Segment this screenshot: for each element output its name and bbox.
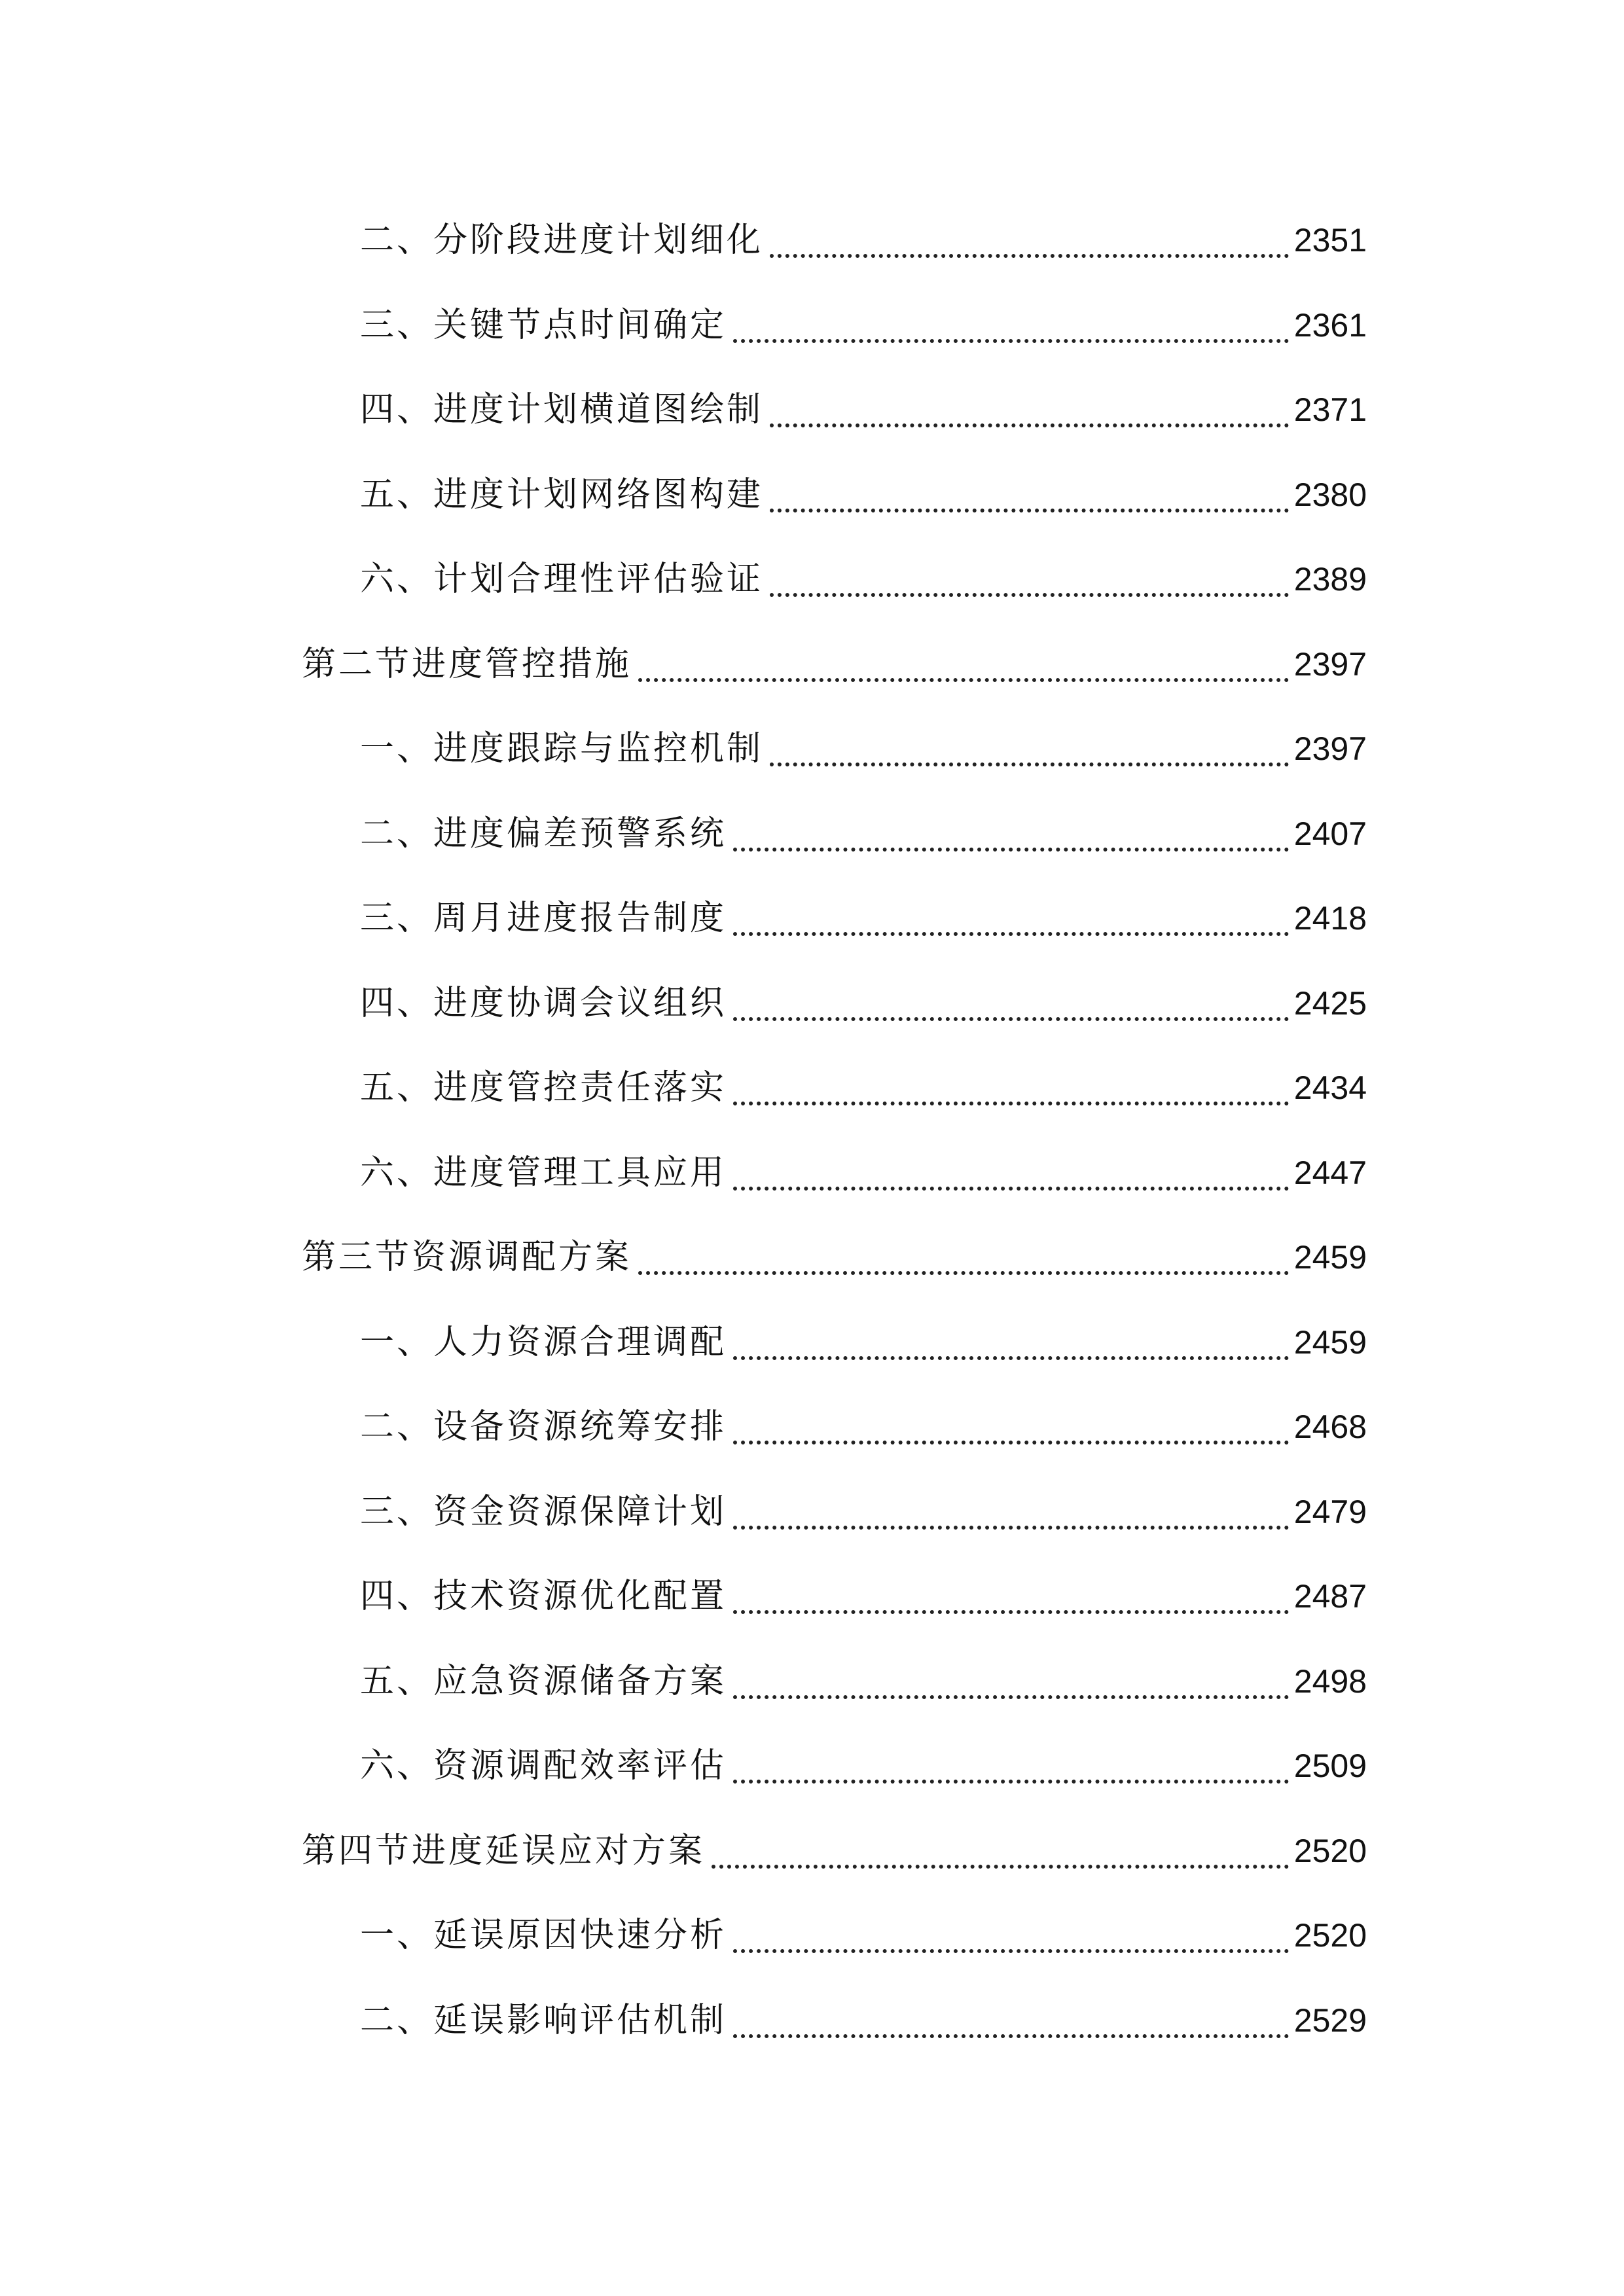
toc-entry-page: 2468 — [1293, 1408, 1367, 1445]
toc-entry-title: 二、分阶段进度计划细化 — [360, 221, 764, 260]
toc-section-title: 第三节资源调配方案 — [302, 1238, 632, 1277]
toc-entry[interactable] — [0, 374, 1624, 446]
dot-leader — [733, 1984, 1289, 2056]
toc-entry-title: 四、技术资源优化配置 — [360, 1577, 727, 1616]
toc-section-title: 第四节进度延误应对方案 — [302, 1831, 706, 1871]
toc-entry-page: 2434 — [1293, 1069, 1367, 1106]
toc-entry-page: 2425 — [1293, 985, 1367, 1022]
toc-entry-title: 一、进度跟踪与监控机制 — [360, 729, 764, 768]
toc-entry[interactable] — [0, 1899, 1624, 1971]
toc-entry[interactable] — [0, 1645, 1624, 1717]
dot-leader — [733, 1645, 1289, 1717]
toc-entry[interactable] — [0, 1137, 1624, 1209]
dot-leader — [638, 628, 1289, 700]
dot-leader — [770, 204, 1289, 276]
toc-entry-page: 2361 — [1293, 307, 1367, 344]
toc-entry[interactable] — [0, 1476, 1624, 1548]
dot-leader — [733, 289, 1289, 361]
toc-entry[interactable] — [0, 543, 1624, 615]
toc-entry-title: 六、进度管理工具应用 — [360, 1153, 727, 1193]
dot-leader — [733, 1476, 1289, 1548]
toc-entry[interactable] — [0, 1730, 1624, 1802]
toc-entry-page: 2520 — [1293, 1917, 1367, 1954]
toc-entry[interactable] — [0, 713, 1624, 785]
toc-entry-title: 六、资源调配效率评估 — [360, 1746, 727, 1785]
toc-entry-title: 二、进度偏差预警系统 — [360, 814, 727, 853]
toc-entry-title: 三、关键节点时间确定 — [360, 306, 727, 345]
toc-section[interactable] — [0, 1221, 1624, 1293]
dot-leader — [733, 1306, 1289, 1378]
dot-leader — [733, 967, 1289, 1039]
toc-entry[interactable] — [0, 289, 1624, 361]
toc-entry-page: 2498 — [1293, 1663, 1367, 1700]
toc-entry-page: 2418 — [1293, 900, 1367, 937]
toc-entry-page: 2380 — [1293, 476, 1367, 513]
dot-leader — [733, 1899, 1289, 1971]
toc-entry-title: 三、资金资源保障计划 — [360, 1492, 727, 1532]
toc-entry-page: 2529 — [1293, 2002, 1367, 2039]
toc-entry-page: 2447 — [1293, 1155, 1367, 1191]
toc-entry-page: 2459 — [1293, 1324, 1367, 1361]
dot-leader — [712, 1815, 1289, 1887]
toc-entry-title: 六、计划合理性评估验证 — [360, 560, 764, 599]
toc-entry-page: 2479 — [1293, 1494, 1367, 1530]
toc-section-page: 2459 — [1293, 1239, 1367, 1276]
toc-entry[interactable] — [0, 967, 1624, 1039]
toc-entry[interactable] — [0, 1391, 1624, 1463]
dot-leader — [733, 1052, 1289, 1124]
dot-leader — [770, 374, 1289, 446]
dot-leader — [733, 1137, 1289, 1209]
toc-entry-title: 四、进度协调会议组织 — [360, 984, 727, 1023]
toc-entry-page: 2351 — [1293, 222, 1367, 259]
dot-leader — [733, 1730, 1289, 1802]
toc-entry-title: 二、延误影响评估机制 — [360, 2001, 727, 2040]
toc-section[interactable] — [0, 628, 1624, 700]
toc-entry-title: 四、进度计划横道图绘制 — [360, 390, 764, 429]
toc-section-title: 第二节进度管控措施 — [302, 645, 632, 684]
toc-entry-page: 2397 — [1293, 730, 1367, 767]
toc-entry-page: 2371 — [1293, 391, 1367, 428]
toc-section-page: 2397 — [1293, 646, 1367, 683]
dot-leader — [733, 882, 1289, 954]
toc-entry-title: 五、应急资源储备方案 — [360, 1662, 727, 1701]
toc-entry-page: 2389 — [1293, 561, 1367, 598]
toc-entry[interactable] — [0, 459, 1624, 531]
toc-entry[interactable] — [0, 798, 1624, 870]
toc-entry-title: 一、延误原因快速分析 — [360, 1916, 727, 1955]
dot-leader — [638, 1221, 1289, 1293]
toc-entry[interactable] — [0, 1984, 1624, 2056]
toc-entry[interactable] — [0, 1560, 1624, 1632]
toc-entry[interactable] — [0, 204, 1624, 276]
dot-leader — [733, 1391, 1289, 1463]
toc-entry[interactable] — [0, 1306, 1624, 1378]
dot-leader — [770, 459, 1289, 531]
toc-section-page: 2520 — [1293, 1833, 1367, 1869]
dot-leader — [733, 798, 1289, 870]
dot-leader — [770, 543, 1289, 615]
toc-entry-page: 2509 — [1293, 1748, 1367, 1784]
toc-entry-title: 五、进度计划网络图构建 — [360, 475, 764, 514]
dot-leader — [733, 1560, 1289, 1632]
toc-entry-title: 二、设备资源统筹安排 — [360, 1407, 727, 1446]
toc-entry[interactable] — [0, 882, 1624, 954]
toc-entry-title: 三、周月进度报告制度 — [360, 899, 727, 938]
toc-entry-title: 五、进度管控责任落实 — [360, 1068, 727, 1107]
toc-entry-page: 2407 — [1293, 816, 1367, 852]
toc-section[interactable] — [0, 1815, 1624, 1887]
dot-leader — [770, 713, 1289, 785]
toc-entry-title: 一、人力资源合理调配 — [360, 1323, 727, 1362]
toc-entry[interactable] — [0, 1052, 1624, 1124]
toc-entry-page: 2487 — [1293, 1578, 1367, 1615]
